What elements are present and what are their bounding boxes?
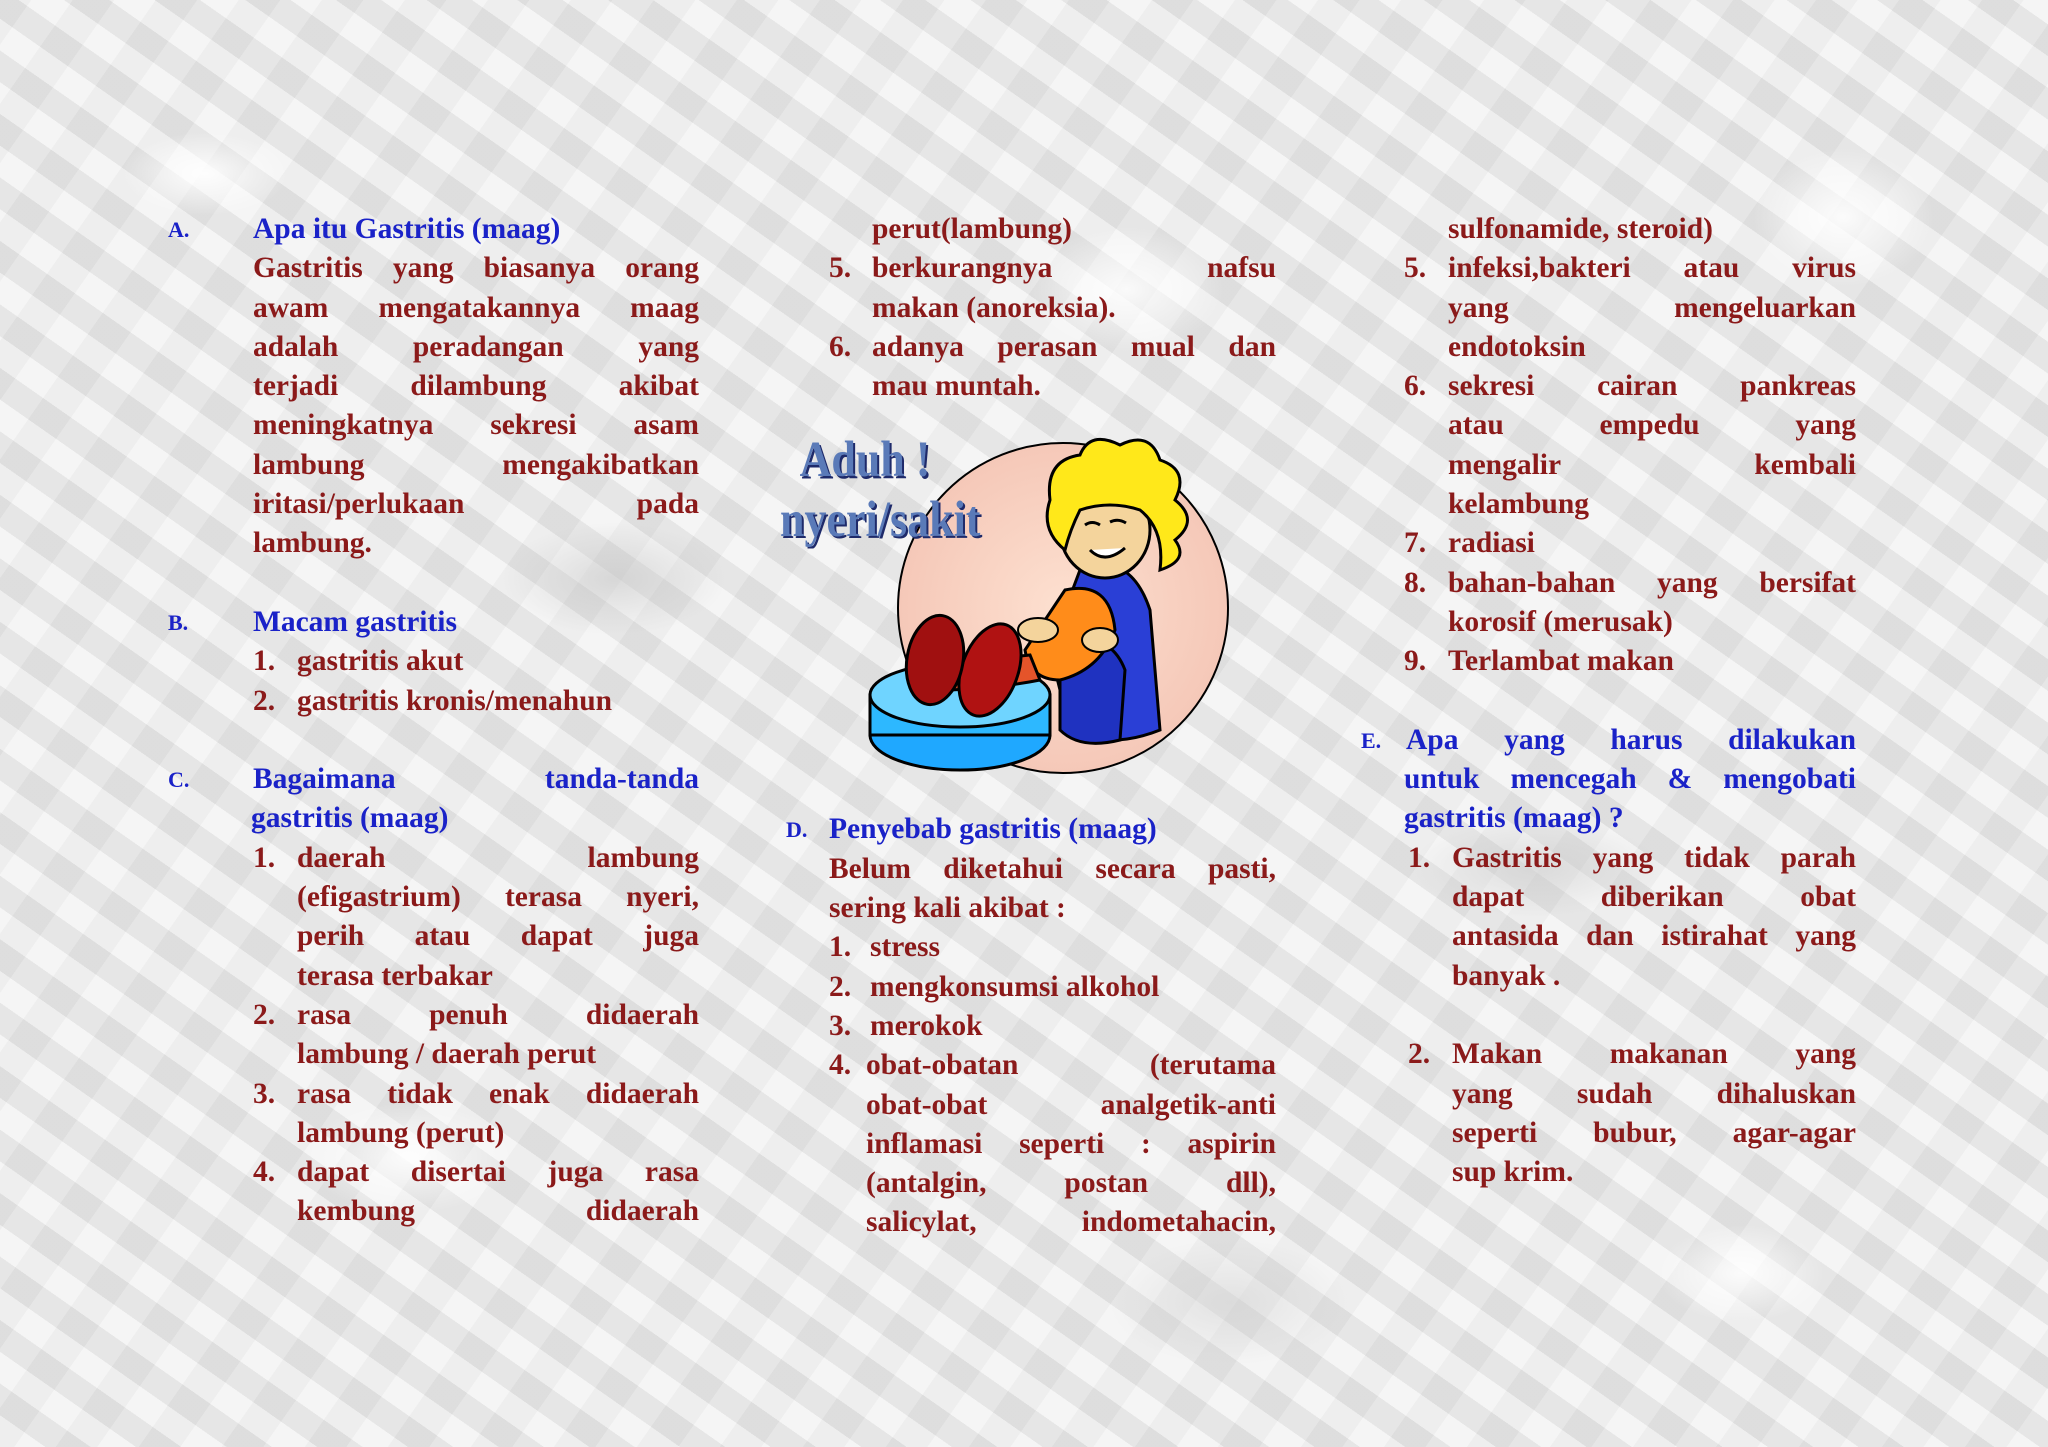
- list-item: 2. gastritis kronis/menahun: [253, 684, 613, 717]
- section-a-body-line: adalah peradangan yang: [253, 330, 699, 363]
- section-d-marker: D.: [786, 817, 808, 843]
- section-c-heading-cont: gastritis (maag): [251, 802, 449, 835]
- list-item-cont: korosif (merusak): [1448, 605, 1673, 638]
- list-item: 1. Gastritis yang tidak parah: [1408, 841, 1856, 874]
- section-c-title: Bagaimana tanda-tanda: [253, 763, 699, 796]
- section-a-body-line: meningkatnya sekresi asam: [253, 409, 699, 442]
- list-item: 1. gastritis akut: [253, 645, 464, 678]
- list-item-cont: endotoksin: [1448, 330, 1586, 363]
- section-b-heading: [168, 603, 699, 642]
- list-item: 3. rasa tidak enak didaerah: [253, 1077, 699, 1110]
- cartoon-caption-line2: nyeri/sakit: [780, 490, 981, 548]
- list-item: 7. radiasi: [1404, 527, 1535, 560]
- section-e-heading-cont: gastritis (maag) ?: [1404, 802, 1624, 835]
- list-item-cont: (antalgin, postan dll),: [866, 1167, 1276, 1200]
- list-item-cont: terasa terbakar: [297, 959, 493, 992]
- section-a-body-line: lambung.: [253, 527, 372, 560]
- list-item-cont: yang mengeluarkan: [1448, 291, 1856, 324]
- section-b-marker: B.: [168, 609, 189, 635]
- section-b-title: Macam gastritis: [253, 605, 457, 638]
- list-item-cont: kelambung: [1448, 488, 1589, 521]
- cartoon-caption-line1: Aduh !: [799, 431, 931, 488]
- list-item: 5. berkurangnya nafsu: [829, 252, 1276, 285]
- section-d-title: Penyebab gastritis (maag): [829, 813, 1157, 846]
- list-item-cont: banyak .: [1452, 959, 1561, 992]
- list-item-cont: perih atau dapat juga: [297, 920, 699, 953]
- list-item-cont: mengalir kembali: [1448, 448, 1856, 481]
- list-item: 9. Terlambat makan: [1404, 645, 1674, 678]
- column-3: [1361, 210, 1856, 1192]
- section-a-body-line: Gastritis yang biasanya orang: [253, 252, 699, 285]
- list-item: 6. sekresi cairan pankreas: [1404, 370, 1856, 403]
- list-item-cont: dapat diberikan obat: [1452, 881, 1856, 914]
- list-item: 4. obat-obatan (terutama: [829, 1049, 1276, 1082]
- cartoon-caption: [780, 430, 981, 550]
- section-a-body-line: lambung mengakibatkan: [253, 448, 699, 481]
- section-d-heading: [786, 810, 1276, 849]
- list-item-cont: (efigastrium) terasa nyeri,: [297, 881, 699, 914]
- list-item-cont: lambung / daerah perut: [297, 1038, 597, 1071]
- list-item-cont: inflamasi seperti : aspirin: [866, 1127, 1276, 1160]
- list-item: 3. merokok: [829, 1009, 983, 1042]
- section-a-body-line: terjadi dilambung akibat: [253, 370, 699, 403]
- list-item: 4. dapat disertai juga rasa: [253, 1156, 699, 1189]
- section-e-heading: [1361, 721, 1856, 760]
- list-item-cont: lambung (perut): [297, 1116, 505, 1149]
- list-item: 2. Makan makanan yang: [1408, 1038, 1856, 1071]
- section-d-body-line: Belum diketahui secara pasti,: [829, 852, 1276, 885]
- list-item-cont: mau muntah.: [872, 370, 1041, 403]
- section-a-marker: A.: [168, 217, 190, 242]
- list-item-cont: makan (anoreksia).: [872, 291, 1116, 324]
- list-item-cont: kembung didaerah: [297, 1195, 699, 1228]
- list-item: 2. mengkonsumsi alkohol: [829, 970, 1160, 1003]
- list-item-cont: atau empedu yang: [1448, 409, 1856, 442]
- list-item-cont: perut(lambung): [872, 213, 1072, 245]
- list-item: 6. adanya perasan mual dan: [829, 330, 1276, 363]
- list-item-cont: seperti bubur, agar-agar: [1452, 1116, 1856, 1149]
- list-item-cont: yang sudah dihaluskan: [1452, 1077, 1856, 1110]
- section-d-body-line: sering kali akibat :: [829, 892, 1066, 925]
- list-item-cont: sup krim.: [1452, 1156, 1574, 1189]
- list-item: 2. rasa penuh didaerah: [253, 998, 699, 1031]
- list-item-cont: antasida dan istirahat yang: [1452, 920, 1856, 953]
- section-a-heading: [168, 210, 699, 249]
- section-a-title: Apa itu Gastritis (maag): [253, 213, 561, 245]
- section-e-heading-cont: untuk mencegah & mengobati: [1404, 763, 1856, 796]
- section-e-marker: E.: [1361, 727, 1382, 753]
- section-a-body-line: awam mengatakannya maag: [253, 291, 699, 324]
- list-item: 8. bahan-bahan yang bersifat: [1404, 566, 1856, 599]
- list-item: 5. infeksi,bakteri atau virus: [1404, 252, 1856, 285]
- section-c-marker: C.: [168, 767, 190, 793]
- list-item-cont: salicylat, indometahacin,: [866, 1206, 1276, 1239]
- list-item-cont: sulfonamide, steroid): [1448, 213, 1713, 245]
- list-item-cont: obat-obat analgetik-anti: [866, 1088, 1276, 1121]
- cartoon-illustration: [780, 430, 1280, 790]
- section-a-body-line: iritasi/perlukaan pada: [253, 488, 699, 521]
- list-item: 1. stress: [829, 931, 940, 964]
- section-c-heading: [168, 760, 699, 799]
- section-e-title: Apa yang harus dilakukan: [1406, 723, 1856, 756]
- list-item: 1. daerah lambung: [253, 841, 699, 874]
- column-1: [168, 210, 699, 1232]
